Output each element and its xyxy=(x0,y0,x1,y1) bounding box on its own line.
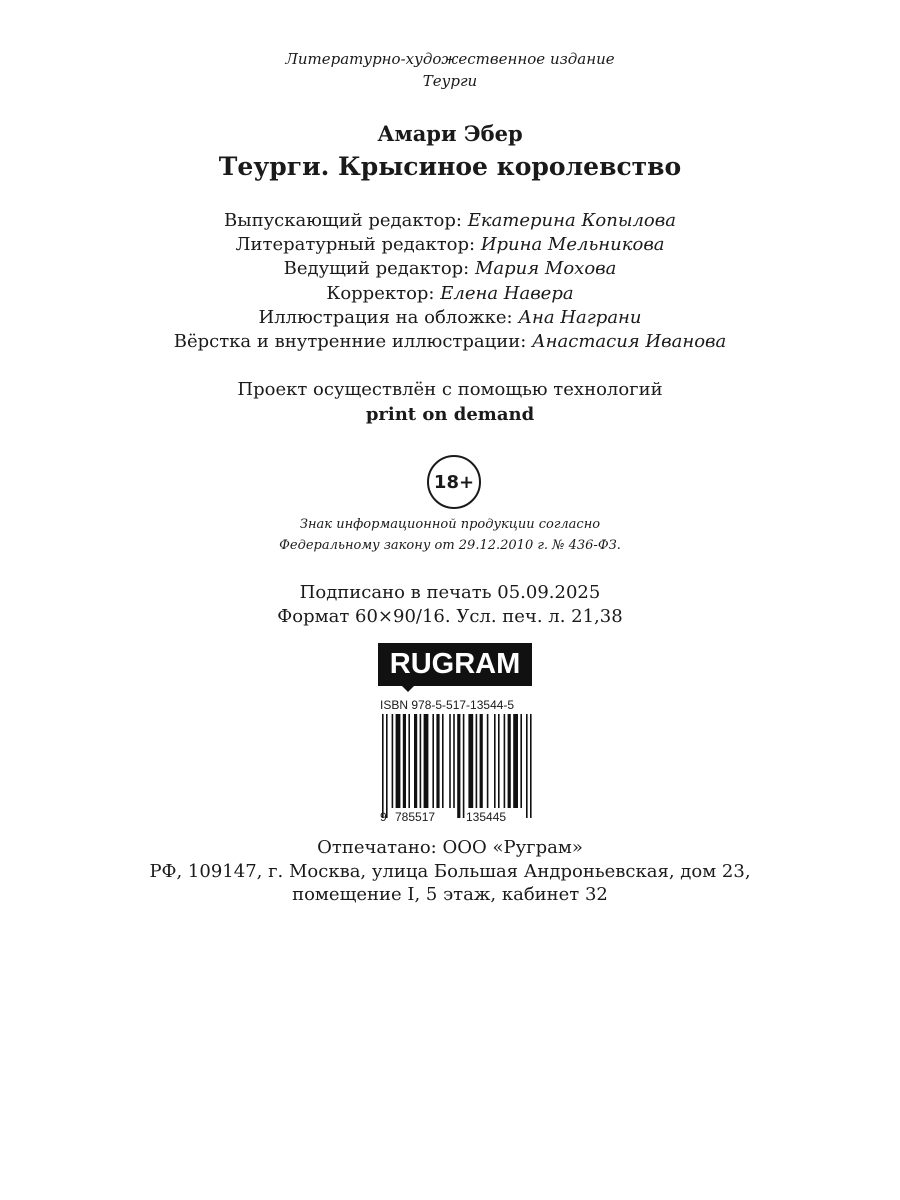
barcode-bar xyxy=(498,714,500,808)
credit-name: Ирина Мельникова xyxy=(480,234,665,255)
credit-role: Вёрстка и внутренние иллюстрации: xyxy=(173,331,533,352)
barcode-bar xyxy=(396,714,401,808)
printer-address-2: помещение I, 5 этаж, кабинет 32 xyxy=(292,884,608,905)
credit-name: Ана Награни xyxy=(518,307,642,328)
credit-role: Выпускающий редактор: xyxy=(224,210,468,231)
credit-role: Корректор: xyxy=(326,283,441,304)
barcode-bar xyxy=(526,714,528,818)
barcode-bar xyxy=(480,714,483,808)
credit-name: Елена Навера xyxy=(440,283,574,304)
credit-name: Анастасия Иванова xyxy=(532,331,727,352)
barcode-bar xyxy=(414,714,417,808)
credit-cover-illustration xyxy=(0,306,900,330)
age-rating-badge: 18+ xyxy=(427,455,481,509)
credit-proofreader xyxy=(0,282,900,306)
barcode-bar xyxy=(420,714,422,808)
barcode-bar xyxy=(463,714,465,818)
barcode-bar xyxy=(442,714,444,808)
pod-technology xyxy=(0,403,900,427)
barcode-digit-lead: 9 xyxy=(380,810,387,824)
barcode-bar xyxy=(424,714,429,808)
age-rating-note-2: Федеральному закону от 29.12.2010 г. № 436-ФЗ. xyxy=(279,538,621,553)
isbn-label: ISBN 978-5-517-13544-5 xyxy=(380,698,515,712)
barcode-bar xyxy=(494,714,496,808)
credit-role: Иллюстрация на обложке: xyxy=(258,307,519,328)
credit-name: Екатерина Копылова xyxy=(467,210,676,231)
book-author: Амари Эбер xyxy=(377,121,523,146)
barcode-bar xyxy=(403,714,406,808)
barcode-bar xyxy=(487,714,489,808)
logo-notch xyxy=(402,686,414,692)
barcode-bar xyxy=(449,714,451,808)
credit-role: Литературный редактор: xyxy=(235,234,481,255)
credit-lead-editor xyxy=(0,257,900,281)
barcode-digits-right: 135445 xyxy=(466,810,507,824)
barcode-bar xyxy=(408,714,410,808)
book-format: Формат 60×90/16. Усл. печ. л. 21,38 xyxy=(277,606,623,627)
signed-for-print: Подписано в печать 05.09.2025 xyxy=(299,582,601,603)
barcode-bar xyxy=(520,714,522,808)
credit-layout xyxy=(0,330,900,354)
barcode-bar xyxy=(508,714,511,808)
barcode-bar xyxy=(476,714,478,808)
barcode-bar xyxy=(513,714,518,808)
barcode-bar xyxy=(457,714,460,818)
barcode-bar xyxy=(453,714,455,808)
barcode-bar xyxy=(436,714,439,808)
age-rating-note-1: Знак информационной продукции согласно xyxy=(299,517,601,532)
barcode-bar xyxy=(382,714,384,818)
pod-technology-text: print on demand xyxy=(365,404,535,425)
book-title: Теурги. Крысиное королевство xyxy=(218,152,682,181)
credit-name: Мария Мохова xyxy=(474,258,617,279)
credit-managing-editor xyxy=(0,209,900,233)
credit-literary-editor xyxy=(0,233,900,257)
printed-by: Отпечатано: ООО «Руграм» xyxy=(317,837,583,858)
barcode-bar xyxy=(392,714,394,808)
rugram-logo: RUGRAM xyxy=(378,643,532,686)
barcode-bar xyxy=(530,714,532,818)
credit-role: Ведущий редактор: xyxy=(283,258,475,279)
barcode-bar xyxy=(504,714,506,808)
edition-series: Теурги xyxy=(422,72,478,90)
barcode-digits-left: 785517 xyxy=(395,810,436,824)
barcode-bar xyxy=(386,714,388,818)
printer-address-1: РФ, 109147, г. Москва, улица Большая Андроньевская, дом 23, xyxy=(149,861,751,882)
barcode-bar xyxy=(432,714,434,808)
edition-type: Литературно-художественное издание xyxy=(285,50,615,68)
isbn-barcode xyxy=(382,714,532,820)
barcode-bar xyxy=(468,714,473,808)
pod-note: Проект осуществлён с помощью технологий xyxy=(237,379,663,400)
